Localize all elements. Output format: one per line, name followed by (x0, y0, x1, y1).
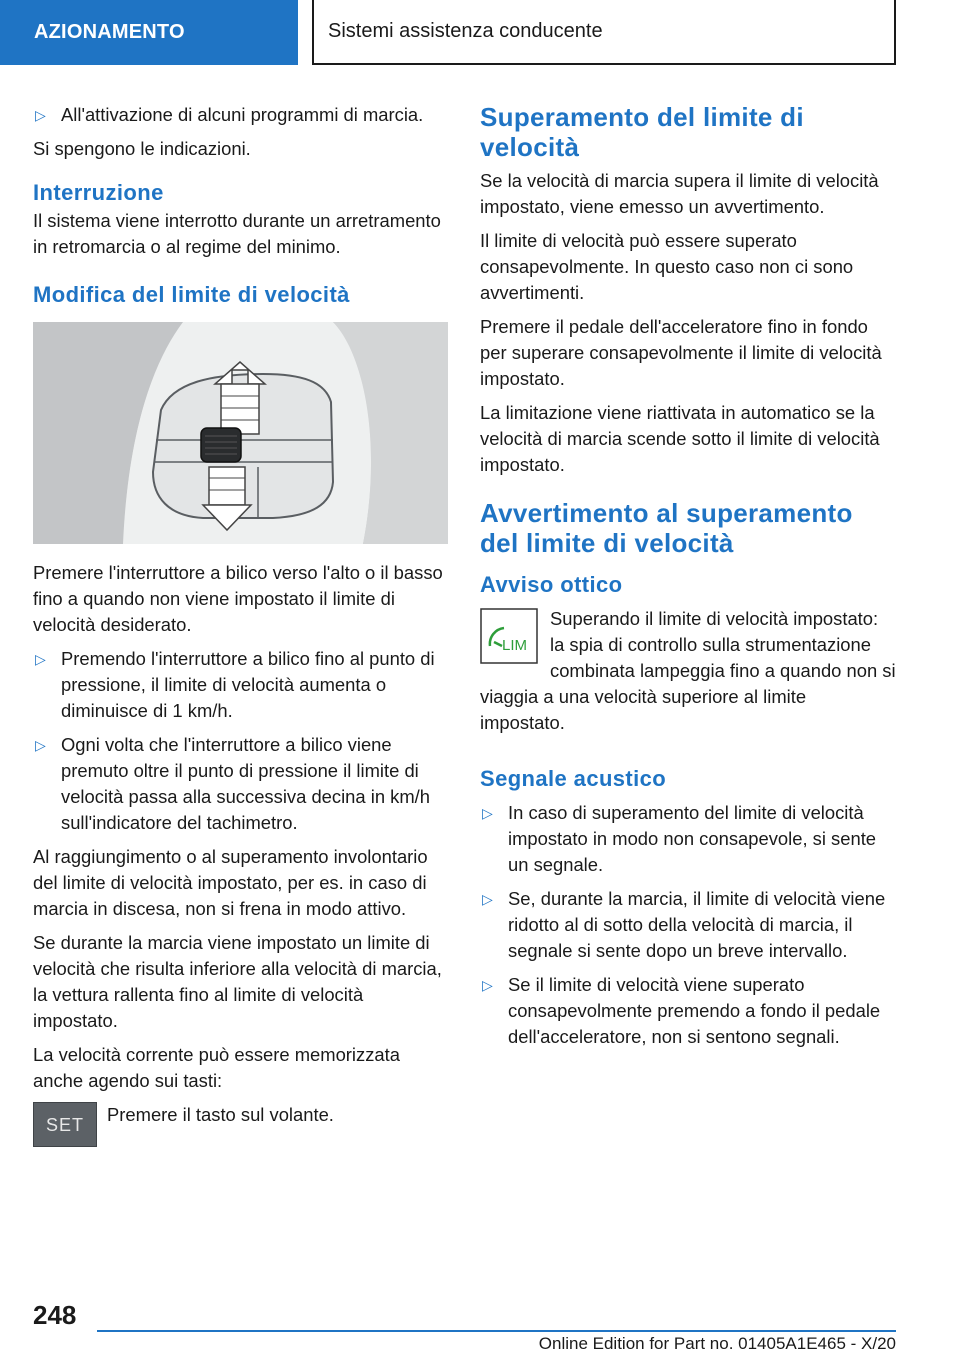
chapter-header (312, 0, 896, 65)
paragraph: Al raggiungimento o al superamento involontario del limite di velocità impostato, per es. in caso di marcia in discesa, non si frena in modo attivo. (33, 846, 428, 919)
set-key-icon (33, 1102, 97, 1147)
edition-note: Online Edition for Part no. 01405A1E465 - X/20 (538, 1334, 896, 1353)
heading-exceed-warning: Avvertimento al superamento del limite di velocità (480, 498, 853, 558)
triangle-bullet-icon: ▷ (35, 107, 46, 123)
list-item (33, 102, 448, 128)
paragraph: Premere l'interruttore a bilico verso l'alto o il basso fino a quando non viene impostato il limite di velocità desiderato. (33, 562, 443, 635)
heading-interruption: Interruzione (33, 180, 164, 205)
footer-divider (97, 1330, 896, 1332)
rocker-switch-illustration (33, 322, 448, 544)
triangle-bullet-icon: ▷ (35, 651, 46, 667)
paragraph: Se durante la marcia viene impostato un limite di velocità che risulta inferiore alla velocità di marcia, la vettura rallenta fino al limite di velocità impostato. (33, 932, 442, 1031)
paragraph: La velocità corrente può essere memorizzata anche agendo sui tasti: (33, 1044, 400, 1091)
chapter-title: Sistemi assistenza conducente (328, 20, 603, 42)
bullet-text: Ogni volta che l'interruttore a bilico viene premuto oltre il punto di pressione il limite di velocità passa alla successiva decina in km/h sull'indicatore del tachimetro. (61, 734, 431, 833)
section-title: AZIONAMENTO (34, 21, 185, 43)
triangle-bullet-icon: ▷ (482, 891, 493, 907)
set-key-label: SET (45, 1114, 84, 1135)
paragraph: La limitazione viene riattivata in automatico se la velocità di marcia scende sotto il limite di velocità impostato. (480, 402, 880, 475)
triangle-bullet-icon: ▷ (482, 805, 493, 821)
bullet-text: Premendo l'interruttore a bilico fino al punto di pressione, il limite di velocità aumenta o diminuisce di 1 km/h. (61, 648, 435, 721)
list-item (33, 732, 448, 836)
right-column (480, 102, 896, 1058)
heading-modify-limit: Modifica del limite di velocità (33, 282, 350, 307)
paragraph: Il sistema viene interrotto durante un arretramento in retromarcia o al regime del minimo. (33, 210, 441, 257)
section-tab (0, 0, 298, 65)
bullet-text: All'attivazione di alcuni programmi di marcia. (61, 104, 424, 125)
visual-warning-block (480, 606, 896, 736)
set-instruction (33, 1102, 448, 1147)
list-item (33, 646, 448, 724)
triangle-bullet-icon: ▷ (35, 737, 46, 753)
paragraph: Il limite di velocità può essere superato consapevolmente. In questo caso non ci sono avvertimenti. (480, 230, 854, 303)
set-instruction-text: Premere il tasto sul volante. (107, 1104, 334, 1125)
lim-indicator-icon (480, 608, 538, 664)
page-number: 248 (33, 1300, 77, 1330)
bullet-text: Se il limite di velocità viene superato consapevolmente premendo a fondo il pedale dell'acceleratore, non si sentono segnali. (508, 974, 881, 1047)
list-item (480, 972, 896, 1050)
triangle-bullet-icon: ▷ (482, 977, 493, 993)
paragraph: Se la velocità di marcia supera il limite di velocità impostato, viene emesso un avvertimento. (480, 170, 879, 217)
lim-icon-label: LIM (502, 637, 528, 654)
paragraph: Si spengono le indicazioni. (33, 138, 251, 159)
paragraph: Premere il pedale dell'acceleratore fino in fondo per superare consapevolmente il limite di velocità impostato. (480, 316, 882, 389)
steering-wheel-rocker-figure (33, 322, 448, 544)
bullet-text: Se, durante la marcia, il limite di velocità viene ridotto al di sotto della velocità di marcia, il segnale si sente dopo un breve intervallo. (508, 888, 886, 961)
heading-exceed-limit: Superamento del limite di velocità (480, 102, 804, 162)
list-item (480, 886, 896, 964)
bullet-text: In caso di superamento del limite di velocità impostato in modo non consapevole, si sente un segnale. (508, 802, 877, 875)
left-column (33, 102, 448, 1147)
visual-warning-text: Superando il limite di velocità impostato: la spia di controllo sulla strumentazione combinata lampeggia fino a quando non si viaggia a una velocità superiore al limite impostato. (480, 608, 896, 733)
heading-visual-warning: Avviso ottico (480, 572, 623, 597)
heading-acoustic-signal: Segnale acustico (480, 766, 667, 791)
list-item (480, 800, 896, 878)
